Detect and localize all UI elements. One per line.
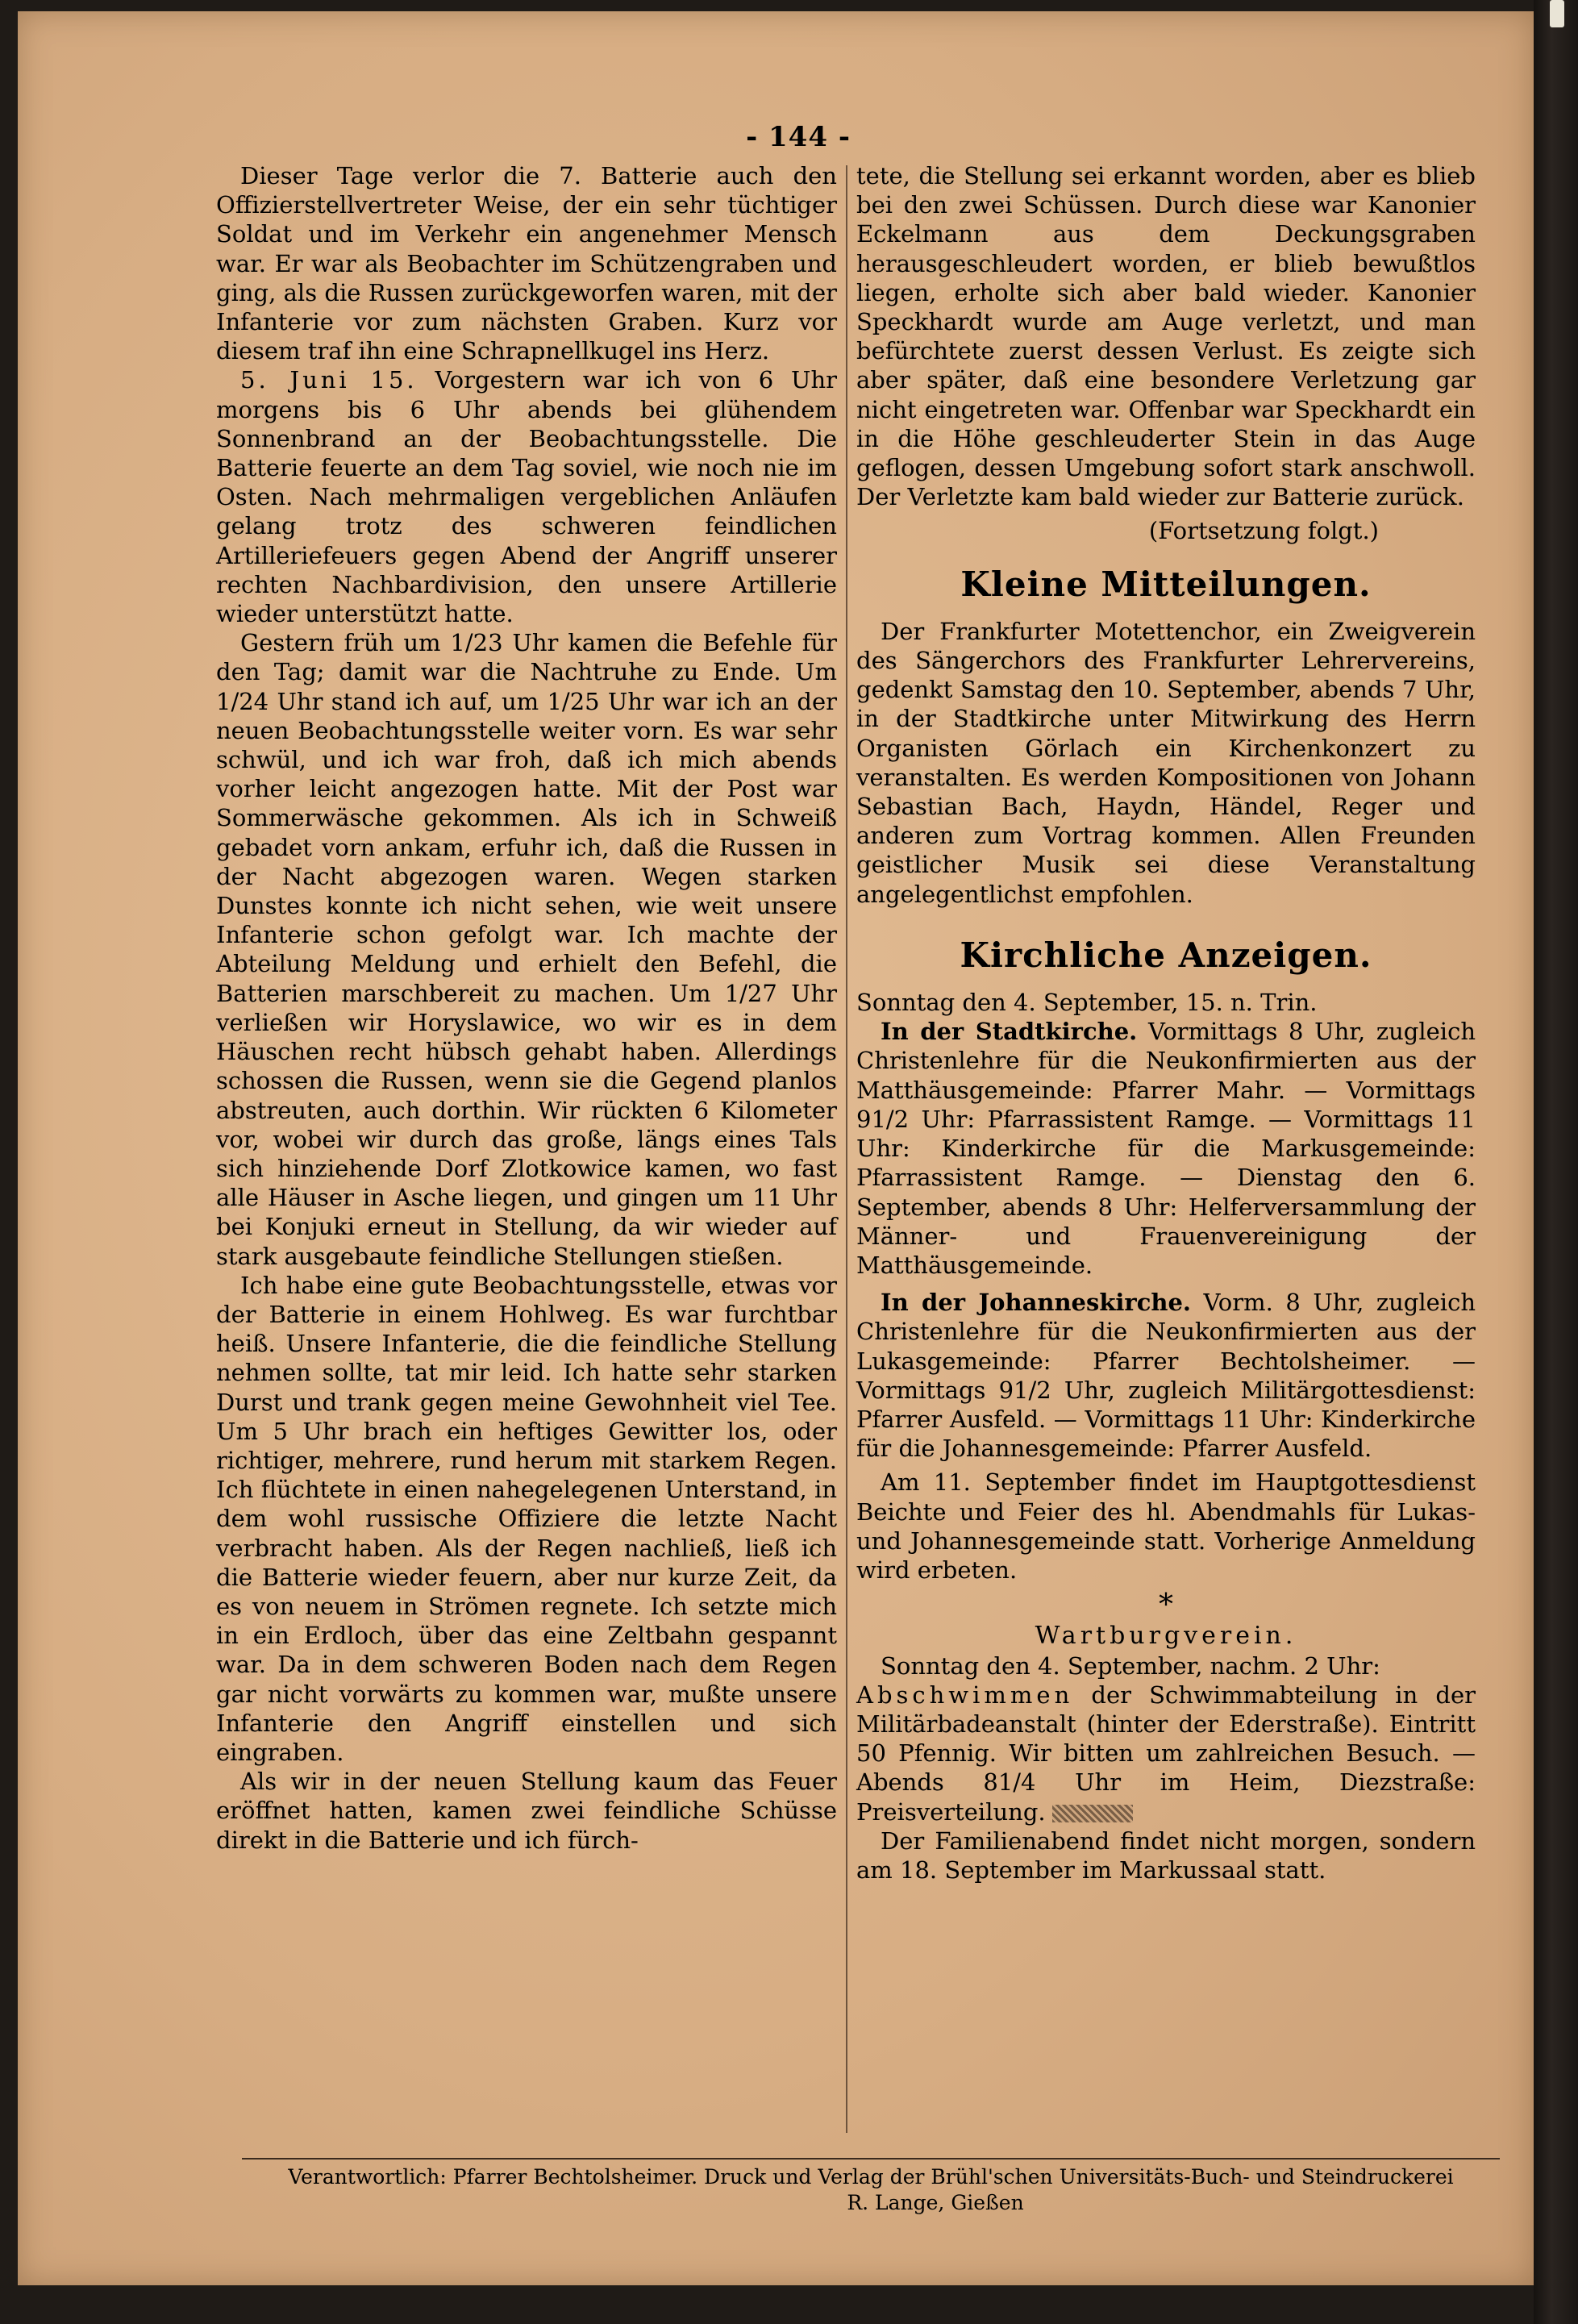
page-number: - 144 - [746, 121, 851, 153]
imprint-line-2: R. Lange, Gießen [847, 2191, 1024, 2214]
heading-kirchliche-anzeigen: Kirchliche Anzeigen. [960, 935, 1372, 975]
book-binding [1534, 0, 1578, 2324]
paragraph-yesterday: Gestern früh um 1/23 Uhr kamen die Befehle für den Tag; damit war die Nachtruhe zu Ende. Um 1/24 Uhr stand ich auf, um 1/25 Uhr war ich an der neuen Beobachtungsstelle weiter vorn. Es war sehr schwül, und ich war froh, daß ich mich abends vorher leicht angezogen hatte. Mit der Post war Sommerwäsche gekommen. Als ich in Schweiß gebadet vorn ankam, erfuhr ich, daß die Russen in der Nacht abgezogen waren. Wegen starken Dunstes konnte ich nicht sehen, wie weit unsere Infanterie schon gefolgt war. Ich machte der Abteilung Meldung und erhielt den Befehl, die Batterien marschbereit zu machen. Um 1/27 Uhr verließen wir Horyslawice, wo wir es in dem Häuschen recht hübsch gehabt haben. Allerdings schossen die Russen, wenn sie die Gegend planlos abstreuten, auch dorthin. Wir rückten 6 Kilometer vor, wobei wir durch das große, längs eines Tals sich hinziehende Dorf Zlotkowice kamen, wo fast alle Häuser in Asche liegen, und gingen um 11 Uhr bei Konjuki erneut in Stellung, da wir wieder auf stark ausgebaute feindliche Stellungen stießen. [216, 629, 837, 1270]
wartburg-sunday-line: Sonntag den 4. September, nachm. 2 Uhr: [881, 1651, 1380, 1680]
imprint-line-1: Verantwortlich: Pfarrer Bechtolsheimer. Druck und Verlag der Brühl'schen Universitäts-Buch- und Steindruckerei [288, 2165, 1454, 2189]
heading-wartburgverein: Wartburgverein. [1035, 1622, 1297, 1651]
motettenchor-notice: Der Frankfurter Motettenchor, ein Zweigverein des Sängerchors des Frankfurter Lehrervereins, gedenkt Samstag den 10. September, abends 7 Uhr, in der Stadtkirche unter Mitwirkung des Herrn Organisten Görlach ein Kirchenkonzert zu veranstalten. Es werden Kompositionen von Johann Sebastian Bach, Haydn, Händel, Reger und anderen zum Vortrag kommen. Allen Freunden geistlicher Musik sei diese Veranstaltung angelegentlichst empfohlen. [856, 617, 1476, 908]
swimming-text: der Schwimmabteilung in der Militärbadeanstalt (hinter der Ederstraße). Eintritt 50 Pfennig. Wir bitten um zahlreichen Besuch. — Abends 81/4 Uhr im Heim, Diezstraße: Preisverteilung. [856, 1681, 1476, 1826]
heading-kleine-mitteilungen: Kleine Mitteilungen. [960, 564, 1372, 604]
column-divider [846, 165, 847, 2133]
imprint-footer [242, 2158, 1500, 2216]
stadtkirche-services [856, 1017, 1476, 1280]
swimming-notice [856, 1681, 1476, 1826]
johanneskirche-text: Vorm. 8 Uhr, zugleich Christenlehre für die Neukonfirmierten aus der Lukasgemeinde: Pfarrer Bechtolsheimer. — Vormittags 91/2 Uhr, zugleich Militärgottesdienst: Pfarrer Ausfeld. — Vormittags 11 Uhr: Kinderkirche für die Johannesgemeinde: Pfarrer Ausfeld. [856, 1289, 1476, 1463]
binding-tab [1550, 0, 1564, 27]
abschwimmen-label: Abschwimmen [856, 1681, 1074, 1709]
communion-notice: Am 11. September findet im Hauptgottesdienst Beichte und Feier des hl. Abendmahls für Lukas- und Johannesgemeinde statt. Vorherige Anmeldung wird erbeten. [856, 1468, 1476, 1584]
continuation-text: tete, die Stellung sei erkannt worden, aber es blieb bei den zwei Schüssen. Durch diese war Kanonier Eckelmann aus dem Deckungsgraben herausgeschleudert worden, er blieb bewußtlos liegen, erholte sich aber bald wieder. Kanonier Speckhardt wurde am Auge verletzt, und man befürchtete zuerst dessen Verlust. Es zeigte sich aber später, daß eine besondere Verletzung gar nicht eingetreten war. Offenbar war Speckhardt ein in die Höhe geschleuderter Stein in das Auge geflogen, dessen Umgebung sofort stark anschwoll. Der Verletzte kam bald wieder zur Batterie zurück. [856, 162, 1476, 511]
ink-smudge [1052, 1805, 1133, 1822]
family-evening-notice: Der Familienabend findet nicht morgen, sondern am 18. September im Markussaal statt. [856, 1826, 1476, 1884]
johanneskirche-label: In der Johanneskirche. [881, 1289, 1192, 1317]
diary-entry-june-5 [216, 365, 837, 628]
continued-note: (Fortsetzung folgt.) [1148, 517, 1379, 545]
entry-text: Vorgestern war ich von 6 Uhr morgens bis 6 Uhr abends bei glühendem Sonnenbrand an der Beobachtungsstelle. Die Batterie feuerte an dem Tag soviel, wie noch nie im Osten. Nach mehrmaligen vergeblichen Anläufen gelang trotz des schweren feindlichen Artilleriefeuers gegen Abend der Angriff unserer rechten Nachbardivision, den unsere Artillerie wieder unterstützt hatte. [216, 366, 838, 628]
section-separator-star: * [1159, 1589, 1173, 1622]
paragraph-weise: Dieser Tage verlor die 7. Batterie auch den Offizierstellvertreter Weise, der ein sehr tüchtiger Soldat und im Verkehr ein angenehmer Mensch war. Er war als Beobachter im Schützengraben und ging, als die Russen zurückgeworfen waren, mit der Infanterie vor zum nächsten Graben. Kurz vor diesem traf ihn eine Schrapnellkugel ins Herz. [216, 162, 837, 365]
paragraph-new-position: Als wir in der neuen Stellung kaum das Feuer eröffnet hatten, kamen zwei feindliche Schüsse direkt in die Batterie und ich fürch- [216, 1768, 837, 1854]
left-column [216, 161, 837, 1855]
right-column [856, 161, 1476, 1885]
stadtkirche-label: In der Stadtkirche. [881, 1018, 1138, 1046]
sunday-line: Sonntag den 4. September, 15. n. Trin. [856, 989, 1318, 1017]
entry-date: 5. Juni 15. [240, 366, 418, 394]
johanneskirche-services [856, 1288, 1476, 1463]
paragraph-observation-post: Ich habe eine gute Beobachtungsstelle, etwas vor der Batterie in einem Hohlweg. Es war furchtbar heiß. Unsere Infanterie, die die feindliche Stellung nehmen sollte, tat mir leid. Ich hatte sehr starken Durst und trank gegen meine Gewohnheit viel Tee. Um 5 Uhr brach ein heftiges Gewitter los, oder richtiger, mehrere, rund herum mit starkem Regen. Ich flüchtete in einen nahegelegenen Unterstand, in dem wohl russische Offiziere die letzte Nacht verbracht haben. Als der Regen nachließ, ließ ich die Batterie wieder feuern, aber nur kurze Zeit, da es von neuem in Strömen regnete. Ich setzte mich in ein Erdloch, über das eine Zeltbahn gespannt war. Da in dem schweren Boden nach dem Regen gar nicht vorwärts zu kommen war, mußte unsere Infanterie den Angriff einstellen und sich eingraben. [216, 1271, 837, 1766]
stadtkirche-text: Vormittags 8 Uhr, zugleich Christenlehre für die Neukonfirmierten aus der Matthäusgemeinde: Pfarrer Mahr. — Vormittags 91/2 Uhr: Pfarrassistent Ramge. — Vormittags 11 Uhr: Kinderkirche für die Markusgemeinde: Pfarrassistent Ramge. — Dienstag den 6. September, abends 8 Uhr: Helferversammlung der Männer- und Frauenvereinigung der Matthäusgemeinde. [856, 1018, 1476, 1279]
